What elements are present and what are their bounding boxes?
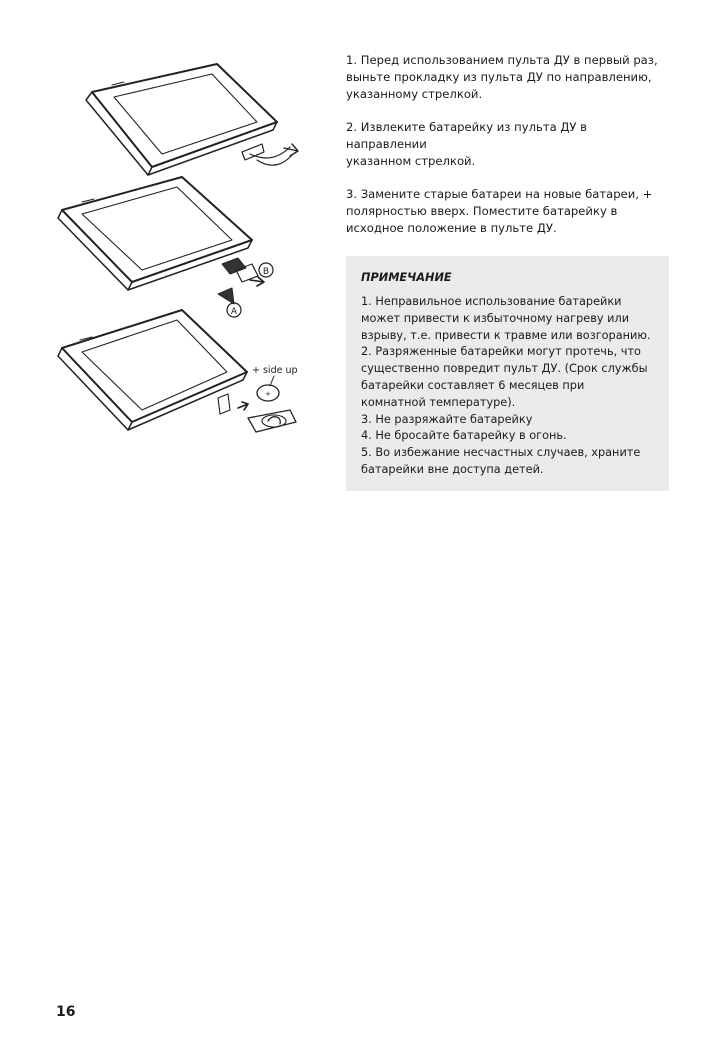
page-number: 16 <box>56 1004 76 1020</box>
instruction-steps <box>346 52 676 253</box>
remote-illustration-remove-tab <box>52 52 302 182</box>
step-3 <box>346 186 676 237</box>
note-line: батарейки вне доступа детей. <box>361 462 544 476</box>
note-line: 4. Не бросайте батарейку в огонь. <box>361 429 567 443</box>
note-line: 2. Разряженные батарейки могут протечь, что <box>361 345 641 359</box>
side-up-label: + side up <box>252 365 298 376</box>
note-line: существенно повредит пульт ДУ. (Срок службы <box>361 362 648 376</box>
note-body <box>361 294 657 479</box>
step-line: 1. Перед использованием пульта ДУ в первый раз, <box>346 53 658 67</box>
note-box <box>346 256 669 491</box>
step-line: исходное положение в пульте ДУ. <box>346 221 557 235</box>
step-line: указанному стрелкой. <box>346 87 483 101</box>
battery-plus: + <box>265 390 271 398</box>
step-2 <box>346 119 676 170</box>
step-line: 2. Извлеките батарейку из пульта ДУ в <box>346 120 588 134</box>
note-line: 5. Во избежание несчастных случаев, храните <box>361 446 641 460</box>
note-line: комнатной температуре). <box>361 395 516 409</box>
step-line: выньте прокладку из пульта ДУ по направлению, <box>346 70 652 84</box>
step-line: 3. Замените старые батареи на новые батареи, + <box>346 187 653 201</box>
remote-illustration-insert-battery <box>52 300 302 445</box>
note-title: ПРИМЕЧАНИЕ <box>361 271 452 284</box>
note-line: батарейки составляет 6 месяцев при <box>361 378 585 392</box>
note-line: 1. Неправильное использование батарейки <box>361 295 622 308</box>
note-line: 3. Не разряжайте батарейку <box>361 412 533 426</box>
label-a: A <box>230 307 238 317</box>
note-line: взрыву, т.е. привести к травме или возгоранию. <box>361 328 651 342</box>
step-line: направлении <box>346 137 427 151</box>
step-line: указанном стрелкой. <box>346 154 476 168</box>
step-line: полярностью вверх. Поместите батарейку в <box>346 204 618 218</box>
note-line: может привести к избыточному нагреву или <box>361 311 630 325</box>
step-1 <box>346 52 676 103</box>
label-b: B <box>262 267 270 277</box>
